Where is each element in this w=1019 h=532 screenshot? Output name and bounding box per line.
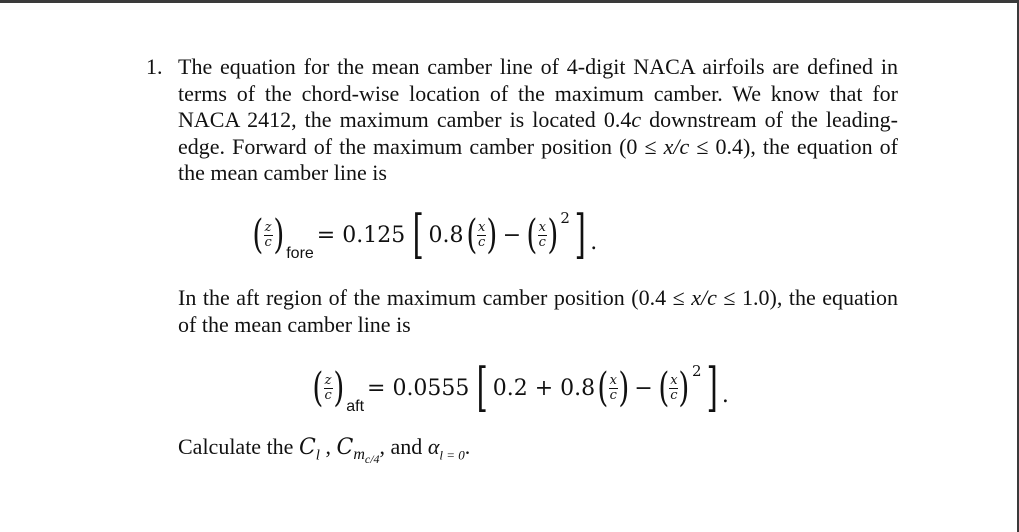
calc-separator: , (319, 434, 337, 459)
calc-period: . (464, 434, 471, 459)
moment-sub-m: m (353, 446, 365, 464)
fraction-x-over-c (669, 374, 678, 402)
term-coefficient: 0.2 + 0.8 (492, 375, 596, 401)
fraction-denominator: c (670, 387, 678, 403)
equation-aft (310, 358, 729, 418)
minus-sign: − (634, 375, 653, 401)
left-bracket: [ (476, 358, 489, 418)
right-paren: ) (332, 365, 344, 411)
exponent-squared: 2 (692, 362, 702, 380)
aft-text: In the aft region of the maximum camber position (0.4 ≤ (178, 285, 692, 310)
right-bracket: ] (706, 358, 718, 418)
moment-coefficient-subscript (353, 446, 380, 467)
zero-lift-angle-subscript: l = 0 (439, 447, 465, 463)
fraction-numerator: x (538, 219, 546, 235)
equation-period: . (590, 230, 598, 255)
problem-number: 1. (146, 54, 163, 79)
minus-sign: − (502, 222, 522, 248)
moment-sub-quarter-chord: c/4 (364, 452, 380, 467)
fraction-x-over-c (538, 221, 547, 249)
fraction-denominator: c (538, 234, 546, 250)
fraction-denominator: c (477, 234, 486, 250)
equals-coefficient: = 0.125 (316, 222, 406, 248)
intro-text-3: ≤ 0.4), the equation of the mean camber line is (178, 133, 898, 185)
subscript-fore: fore (286, 245, 314, 262)
equation-fore (250, 205, 597, 265)
aft-region-paragraph (178, 285, 898, 338)
fraction-x-over-c (477, 221, 486, 249)
intro-text: The equation for the mean camber line of 4-digit NACA airfoils are defined in terms of the chord-wise location of the maximum camber. We know that for NACA 2412, the maximum camber is located 0.4 (178, 54, 898, 132)
right-paren: ) (547, 212, 559, 258)
fraction-numerator: z (264, 219, 272, 235)
intro-text-2: downstream of the leading-edge. Forward of the maximum camber position (0 ≤ (178, 107, 899, 159)
right-paren: ) (272, 212, 284, 258)
fraction-denominator: c (324, 387, 332, 403)
calculate-paragraph (178, 434, 898, 473)
lift-coefficient-subscript: l (315, 447, 320, 464)
fraction-numerator: x (670, 372, 678, 388)
fraction-numerator: x (609, 372, 617, 388)
left-paren: ( (252, 212, 264, 258)
fraction-denominator: c (609, 387, 617, 403)
moment-coefficient-symbol: C (336, 435, 354, 460)
zero-lift-angle-symbol: α (427, 434, 440, 459)
left-paren: ( (312, 365, 324, 411)
left-bracket: [ (412, 205, 424, 265)
fraction-x-over-c (609, 374, 618, 402)
fraction-numerator: z (324, 372, 332, 388)
fraction-numerator: x (477, 219, 486, 235)
term-coefficient: 0.8 (428, 222, 464, 248)
calc-text-2: , and (379, 434, 428, 459)
fraction-z-over-c (264, 221, 273, 249)
left-paren: ( (526, 212, 538, 258)
problem-intro-paragraph (178, 54, 898, 187)
intro-xc-symbol: x/c (663, 133, 690, 159)
subscript-aft: aft (346, 398, 365, 415)
aft-text-2: ≤ 1.0), the equation of the mean camber line is (178, 285, 899, 337)
lift-coefficient-symbol: C (298, 435, 316, 460)
fraction-denominator: c (264, 234, 272, 250)
equation-period: . (721, 383, 729, 408)
right-bracket: ] (574, 205, 586, 265)
exponent-squared: 2 (560, 209, 570, 227)
right-paren: ) (618, 365, 630, 411)
frame-top-border (0, 0, 1019, 3)
right-paren: ) (678, 365, 690, 411)
left-paren: ( (658, 365, 670, 411)
fraction-z-over-c (324, 374, 333, 402)
aft-xc-symbol: x/c (691, 285, 717, 310)
left-paren: ( (597, 365, 609, 411)
right-paren: ) (486, 212, 498, 258)
equals-coefficient: = 0.0555 (367, 375, 470, 401)
calc-text: Calculate the (178, 434, 299, 459)
left-paren: ( (465, 212, 477, 258)
intro-chord-symbol: c (631, 107, 642, 132)
